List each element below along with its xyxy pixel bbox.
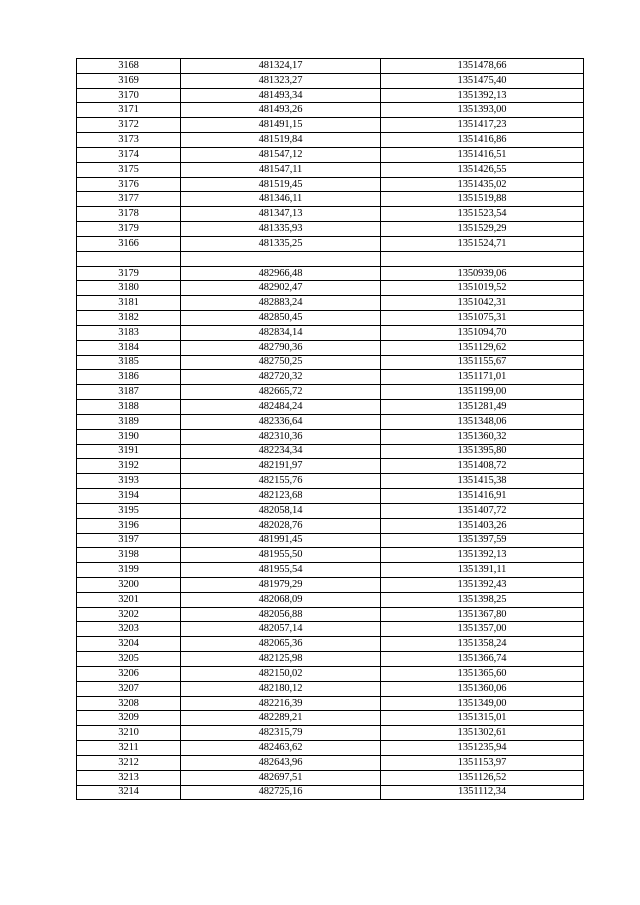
- point-number-cell: 3176: [77, 177, 181, 192]
- point-number-cell: 3175: [77, 162, 181, 177]
- y-coordinate-cell: 1351171,01: [381, 370, 584, 385]
- x-coordinate-cell: 482850,45: [181, 311, 381, 326]
- table-row: [77, 103, 584, 118]
- point-number-cell: 3211: [77, 741, 181, 756]
- point-number-cell: 3166: [77, 236, 181, 251]
- table-row: [77, 177, 584, 192]
- point-number-cell: 3177: [77, 192, 181, 207]
- x-coordinate-cell: 482065,36: [181, 637, 381, 652]
- table-row: [77, 607, 584, 622]
- y-coordinate-cell: 1351199,00: [381, 385, 584, 400]
- y-coordinate-cell: 1351281,49: [381, 400, 584, 415]
- y-coordinate-cell: 1351358,24: [381, 637, 584, 652]
- point-number-cell: 3190: [77, 429, 181, 444]
- table-row: [77, 370, 584, 385]
- point-number-cell: 3191: [77, 444, 181, 459]
- point-number-cell: 3207: [77, 681, 181, 696]
- point-number-cell: 3199: [77, 563, 181, 578]
- point-number-cell: 3194: [77, 489, 181, 504]
- x-coordinate-cell: 481519,84: [181, 133, 381, 148]
- y-coordinate-cell: 1351397,59: [381, 533, 584, 548]
- coordinates-table: [76, 58, 584, 800]
- table-row: [77, 533, 584, 548]
- x-coordinate-cell: 482057,14: [181, 622, 381, 637]
- x-coordinate-cell: 482463,62: [181, 741, 381, 756]
- y-coordinate-cell: 1351475,40: [381, 73, 584, 88]
- x-coordinate-cell: 482310,36: [181, 429, 381, 444]
- table-row: [77, 785, 584, 800]
- point-number-cell: 3203: [77, 622, 181, 637]
- y-coordinate-cell: 1351524,71: [381, 236, 584, 251]
- point-number-cell: 3189: [77, 414, 181, 429]
- y-coordinate-cell: 1351155,67: [381, 355, 584, 370]
- y-coordinate-cell: 1351094,70: [381, 325, 584, 340]
- y-coordinate-cell: 1351019,52: [381, 281, 584, 296]
- x-coordinate-cell: 482966,48: [181, 266, 381, 281]
- point-number-cell: 3184: [77, 340, 181, 355]
- x-coordinate-cell: 481335,25: [181, 236, 381, 251]
- y-coordinate-cell: 1351426,55: [381, 162, 584, 177]
- point-number-cell: 3169: [77, 73, 181, 88]
- y-coordinate-cell: 1351349,00: [381, 696, 584, 711]
- x-coordinate-cell: 482336,64: [181, 414, 381, 429]
- point-number-cell: 3197: [77, 533, 181, 548]
- y-coordinate-cell: 1351348,06: [381, 414, 584, 429]
- point-number-cell: 3174: [77, 147, 181, 162]
- table-row: [77, 162, 584, 177]
- table-row: [77, 489, 584, 504]
- point-number-cell: 3170: [77, 88, 181, 103]
- y-coordinate-cell: 1351365,60: [381, 666, 584, 681]
- point-number-cell: 3201: [77, 592, 181, 607]
- point-number-cell: 3212: [77, 755, 181, 770]
- x-coordinate-cell: 481955,50: [181, 548, 381, 563]
- x-coordinate-cell: 482720,32: [181, 370, 381, 385]
- x-coordinate-cell: 482289,21: [181, 711, 381, 726]
- point-number-cell: 3196: [77, 518, 181, 533]
- point-number-cell: 3178: [77, 207, 181, 222]
- table-row: [77, 637, 584, 652]
- table-row: [77, 563, 584, 578]
- table-row: [77, 696, 584, 711]
- y-coordinate-cell: 1351367,80: [381, 607, 584, 622]
- table-row: [77, 577, 584, 592]
- table-row: [77, 118, 584, 133]
- table-row: [77, 266, 584, 281]
- table-row: [77, 444, 584, 459]
- y-coordinate-cell: 1351126,52: [381, 770, 584, 785]
- table-row: [77, 400, 584, 415]
- table-row: [77, 325, 584, 340]
- table-row: [77, 236, 584, 251]
- table-row: [77, 459, 584, 474]
- x-coordinate-cell: 481547,11: [181, 162, 381, 177]
- table-row: [77, 88, 584, 103]
- table-row: [77, 429, 584, 444]
- x-coordinate-cell: 482216,39: [181, 696, 381, 711]
- table-row: [77, 133, 584, 148]
- point-number-cell: 3206: [77, 666, 181, 681]
- table-row: [77, 592, 584, 607]
- y-coordinate-cell: 1351042,31: [381, 296, 584, 311]
- x-coordinate-cell: 482725,16: [181, 785, 381, 800]
- y-coordinate-cell: 1351403,26: [381, 518, 584, 533]
- y-coordinate-cell: 1351393,00: [381, 103, 584, 118]
- y-coordinate-cell: 1351129,62: [381, 340, 584, 355]
- table-row: [77, 73, 584, 88]
- table-row: [77, 59, 584, 74]
- table-row: [77, 711, 584, 726]
- table-row: [77, 296, 584, 311]
- x-coordinate-cell: 481323,27: [181, 73, 381, 88]
- coordinates-table-body: [77, 59, 584, 800]
- point-number-cell: 3168: [77, 59, 181, 74]
- y-coordinate-cell: 1351478,66: [381, 59, 584, 74]
- table-row: [77, 726, 584, 741]
- table-row: [77, 622, 584, 637]
- point-number-cell: 3210: [77, 726, 181, 741]
- table-row: [77, 666, 584, 681]
- x-coordinate-cell: 482697,51: [181, 770, 381, 785]
- point-number-cell: 3179: [77, 266, 181, 281]
- x-coordinate-cell: 481519,45: [181, 177, 381, 192]
- x-coordinate-cell: 481955,54: [181, 563, 381, 578]
- point-number-cell: 3214: [77, 785, 181, 800]
- x-coordinate-cell: 481991,45: [181, 533, 381, 548]
- table-row: [77, 207, 584, 222]
- y-coordinate-cell: 1351075,31: [381, 311, 584, 326]
- y-coordinate-cell: 1351435,02: [381, 177, 584, 192]
- y-coordinate-cell: 1351415,38: [381, 474, 584, 489]
- x-coordinate-cell: 481346,11: [181, 192, 381, 207]
- y-coordinate-cell: 1351519,88: [381, 192, 584, 207]
- point-number-cell: 3182: [77, 311, 181, 326]
- y-coordinate-cell: 1351302,61: [381, 726, 584, 741]
- y-coordinate-cell: 1351360,06: [381, 681, 584, 696]
- table-row: [77, 741, 584, 756]
- y-coordinate-cell: 1351360,32: [381, 429, 584, 444]
- y-coordinate-cell: 1351416,91: [381, 489, 584, 504]
- table-row: [77, 281, 584, 296]
- table-row: [77, 548, 584, 563]
- x-coordinate-cell: 481493,26: [181, 103, 381, 118]
- x-coordinate-cell: 481547,12: [181, 147, 381, 162]
- table-row: [77, 311, 584, 326]
- table-row: [77, 251, 584, 266]
- y-coordinate-cell: 1351523,54: [381, 207, 584, 222]
- x-coordinate-cell: 482665,72: [181, 385, 381, 400]
- point-number-cell: 3209: [77, 711, 181, 726]
- y-coordinate-cell: 1351408,72: [381, 459, 584, 474]
- x-coordinate-cell: 482484,24: [181, 400, 381, 415]
- y-coordinate-cell: 1351366,74: [381, 652, 584, 667]
- point-number-cell: 3180: [77, 281, 181, 296]
- point-number-cell: 3181: [77, 296, 181, 311]
- x-coordinate-cell: 482902,47: [181, 281, 381, 296]
- point-number-cell: 3195: [77, 503, 181, 518]
- point-number-cell: 3179: [77, 222, 181, 237]
- x-coordinate-cell: 482125,98: [181, 652, 381, 667]
- y-coordinate-cell: 1351112,34: [381, 785, 584, 800]
- x-coordinate-cell: 482180,12: [181, 681, 381, 696]
- table-row: [77, 755, 584, 770]
- x-coordinate-cell: 481491,15: [181, 118, 381, 133]
- x-coordinate-cell: 481335,93: [181, 222, 381, 237]
- table-row: [77, 192, 584, 207]
- point-number-cell: 3185: [77, 355, 181, 370]
- point-number-cell: 3188: [77, 400, 181, 415]
- x-coordinate-cell: 482191,97: [181, 459, 381, 474]
- x-coordinate-cell: 481493,34: [181, 88, 381, 103]
- point-number-cell: 3171: [77, 103, 181, 118]
- y-coordinate-cell: 1351407,72: [381, 503, 584, 518]
- table-row: [77, 474, 584, 489]
- point-number-cell: 3173: [77, 133, 181, 148]
- point-number-cell: 3193: [77, 474, 181, 489]
- point-number-cell: 3204: [77, 637, 181, 652]
- x-coordinate-cell: 482315,79: [181, 726, 381, 741]
- y-coordinate-cell: 1351392,13: [381, 88, 584, 103]
- point-number-cell: 3172: [77, 118, 181, 133]
- x-coordinate-cell: 482790,36: [181, 340, 381, 355]
- y-coordinate-cell: 1351153,97: [381, 755, 584, 770]
- y-coordinate-cell: 1351235,94: [381, 741, 584, 756]
- point-number-cell: 3213: [77, 770, 181, 785]
- table-row: [77, 503, 584, 518]
- x-coordinate-cell: 482058,14: [181, 503, 381, 518]
- y-coordinate-cell: 1351416,86: [381, 133, 584, 148]
- x-coordinate-cell: 482028,76: [181, 518, 381, 533]
- x-coordinate-cell: 482068,09: [181, 592, 381, 607]
- point-number-cell: 3208: [77, 696, 181, 711]
- y-coordinate-cell: 1351392,43: [381, 577, 584, 592]
- x-coordinate-cell: 482883,24: [181, 296, 381, 311]
- table-row: [77, 414, 584, 429]
- x-coordinate-cell: 482234,34: [181, 444, 381, 459]
- y-coordinate-cell: 1351392,13: [381, 548, 584, 563]
- y-coordinate-cell: 1351529,29: [381, 222, 584, 237]
- table-row: [77, 355, 584, 370]
- x-coordinate-cell: 482834,14: [181, 325, 381, 340]
- table-row: [77, 147, 584, 162]
- x-coordinate-cell: 481979,29: [181, 577, 381, 592]
- point-number-cell: 3205: [77, 652, 181, 667]
- y-coordinate-cell: 1351398,25: [381, 592, 584, 607]
- point-number-cell: [77, 251, 181, 266]
- point-number-cell: 3183: [77, 325, 181, 340]
- point-number-cell: 3200: [77, 577, 181, 592]
- x-coordinate-cell: 482643,96: [181, 755, 381, 770]
- x-coordinate-cell: 482750,25: [181, 355, 381, 370]
- point-number-cell: 3198: [77, 548, 181, 563]
- x-coordinate-cell: 481347,13: [181, 207, 381, 222]
- point-number-cell: 3187: [77, 385, 181, 400]
- x-coordinate-cell: 482155,76: [181, 474, 381, 489]
- table-row: [77, 340, 584, 355]
- y-coordinate-cell: 1351417,23: [381, 118, 584, 133]
- table-row: [77, 681, 584, 696]
- y-coordinate-cell: 1351315,01: [381, 711, 584, 726]
- table-row: [77, 222, 584, 237]
- y-coordinate-cell: 1351416,51: [381, 147, 584, 162]
- y-coordinate-cell: [381, 251, 584, 266]
- table-row: [77, 518, 584, 533]
- point-number-cell: 3202: [77, 607, 181, 622]
- y-coordinate-cell: 1351357,00: [381, 622, 584, 637]
- y-coordinate-cell: 1350939,06: [381, 266, 584, 281]
- table-row: [77, 770, 584, 785]
- y-coordinate-cell: 1351395,80: [381, 444, 584, 459]
- x-coordinate-cell: [181, 251, 381, 266]
- x-coordinate-cell: 481324,17: [181, 59, 381, 74]
- table-row: [77, 652, 584, 667]
- x-coordinate-cell: 482056,88: [181, 607, 381, 622]
- y-coordinate-cell: 1351391,11: [381, 563, 584, 578]
- point-number-cell: 3192: [77, 459, 181, 474]
- x-coordinate-cell: 482123,68: [181, 489, 381, 504]
- point-number-cell: 3186: [77, 370, 181, 385]
- table-row: [77, 385, 584, 400]
- x-coordinate-cell: 482150,02: [181, 666, 381, 681]
